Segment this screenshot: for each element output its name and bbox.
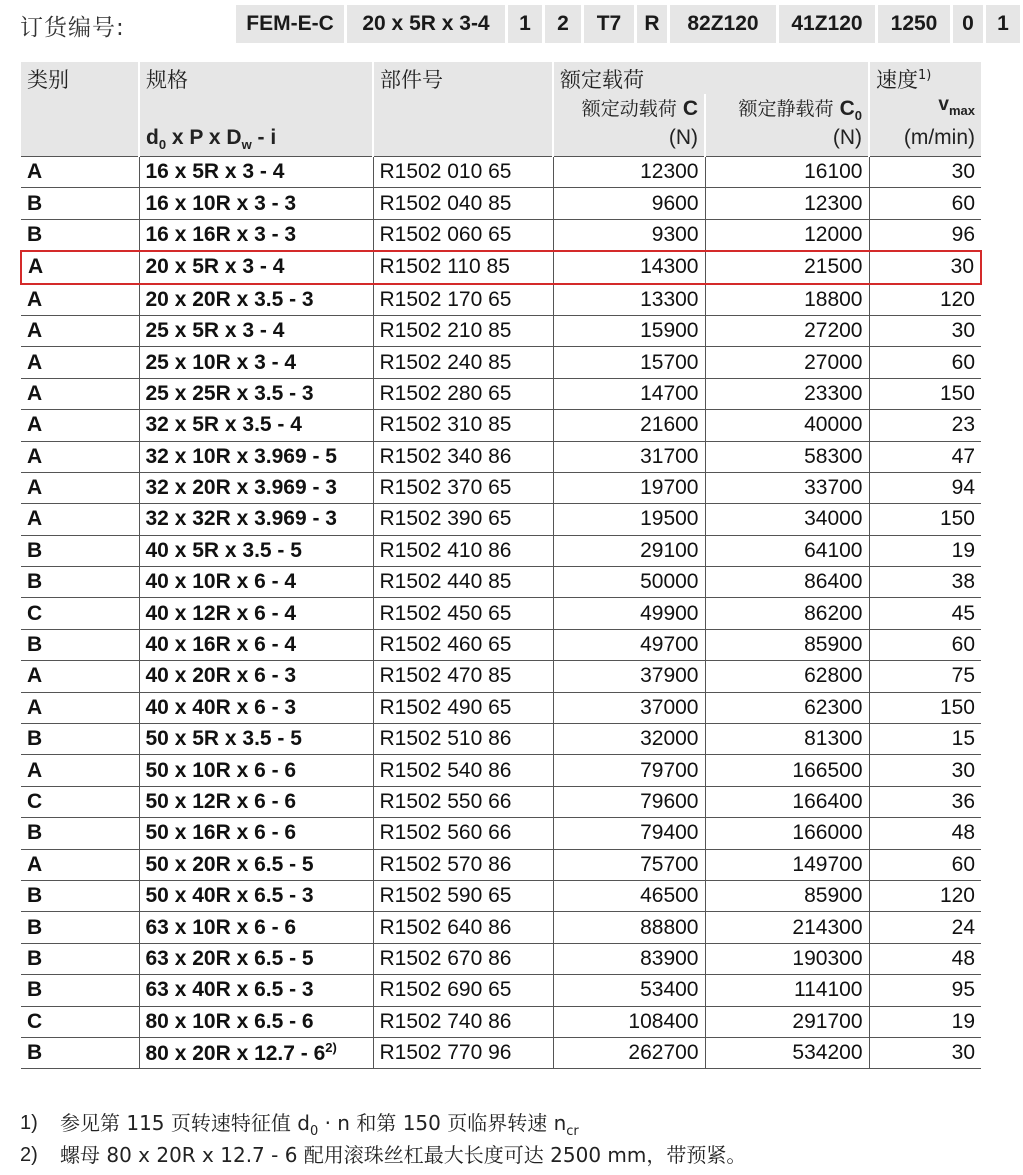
row-max-speed: 150 xyxy=(869,504,981,535)
formula-w-sub: w xyxy=(241,137,252,153)
row-part-number: R1502 210 85 xyxy=(373,315,553,346)
row-spec: 50 x 5R x 3.5 - 5 xyxy=(139,724,373,755)
row-dynamic-load: 108400 xyxy=(553,1006,705,1037)
row-category: A xyxy=(21,692,139,723)
table-row xyxy=(21,880,981,911)
table-header xyxy=(21,62,981,157)
row-part-number: R1502 740 86 xyxy=(373,1006,553,1037)
row-static-load: 21500 xyxy=(705,251,869,283)
table-row xyxy=(21,251,981,283)
order-number-row xyxy=(20,5,1009,43)
row-static-load: 27000 xyxy=(705,347,869,378)
order-code-cell: R xyxy=(637,5,667,43)
row-max-speed: 48 xyxy=(869,943,981,974)
row-dynamic-load: 14300 xyxy=(553,251,705,283)
footnote-text xyxy=(60,1140,746,1172)
footnote-part: · n 和第 150 页临界转速 n xyxy=(318,1111,567,1135)
row-static-load: 12300 xyxy=(705,188,869,219)
row-max-speed: 60 xyxy=(869,629,981,660)
row-category: B xyxy=(21,1037,139,1068)
row-spec: 32 x 10R x 3.969 - 5 xyxy=(139,441,373,472)
header-blank xyxy=(21,94,139,126)
table-row xyxy=(21,692,981,723)
row-part-number: R1502 670 86 xyxy=(373,943,553,974)
row-spec: 50 x 10R x 6 - 6 xyxy=(139,755,373,786)
row-max-speed: 30 xyxy=(869,755,981,786)
row-spec: 50 x 40R x 6.5 - 3 xyxy=(139,880,373,911)
row-static-load: 23300 xyxy=(705,378,869,409)
header-unit-speed: (m/min) xyxy=(869,126,981,157)
header-blank xyxy=(21,126,139,157)
header-spec: 规格 xyxy=(139,62,373,94)
row-part-number: R1502 490 65 xyxy=(373,692,553,723)
row-dynamic-load: 12300 xyxy=(553,157,705,188)
row-static-load: 62300 xyxy=(705,692,869,723)
row-dynamic-load: 29100 xyxy=(553,535,705,566)
row-spec: 80 x 10R x 6.5 - 6 xyxy=(139,1006,373,1037)
table-row xyxy=(21,724,981,755)
table-row xyxy=(21,1006,981,1037)
row-dynamic-load: 32000 xyxy=(553,724,705,755)
header-dynamic-load xyxy=(553,94,705,126)
row-spec: 40 x 10R x 6 - 4 xyxy=(139,567,373,598)
row-static-load: 27200 xyxy=(705,315,869,346)
table-row xyxy=(21,1037,981,1068)
table-row xyxy=(21,598,981,629)
row-static-load: 166000 xyxy=(705,818,869,849)
row-dynamic-load: 19700 xyxy=(553,472,705,503)
row-static-load: 85900 xyxy=(705,880,869,911)
row-dynamic-load: 88800 xyxy=(553,912,705,943)
row-category: A xyxy=(21,284,139,316)
formula-d: d xyxy=(146,126,159,149)
formula-mid: x P x D xyxy=(166,126,242,149)
row-spec: 40 x 5R x 3.5 - 5 xyxy=(139,535,373,566)
row-max-speed: 94 xyxy=(869,472,981,503)
row-part-number: R1502 240 85 xyxy=(373,347,553,378)
table-row xyxy=(21,157,981,188)
row-dynamic-load: 15900 xyxy=(553,315,705,346)
table-row xyxy=(21,504,981,535)
row-category: A xyxy=(21,755,139,786)
row-category: C xyxy=(21,786,139,817)
row-static-load: 534200 xyxy=(705,1037,869,1068)
row-part-number: R1502 470 85 xyxy=(373,661,553,692)
row-category: A xyxy=(21,157,139,188)
row-max-speed: 15 xyxy=(869,724,981,755)
row-dynamic-load: 49700 xyxy=(553,629,705,660)
row-spec: 63 x 10R x 6 - 6 xyxy=(139,912,373,943)
row-part-number: R1502 110 85 xyxy=(373,251,553,283)
row-max-speed: 120 xyxy=(869,880,981,911)
row-max-speed: 60 xyxy=(869,188,981,219)
row-dynamic-load: 19500 xyxy=(553,504,705,535)
order-code-cell: 1250 xyxy=(878,5,950,43)
order-code-cell: 1 xyxy=(508,5,542,43)
order-code-cells xyxy=(236,5,1023,43)
row-category: A xyxy=(21,347,139,378)
row-part-number: R1502 590 65 xyxy=(373,880,553,911)
row-static-load: 214300 xyxy=(705,912,869,943)
row-static-load: 81300 xyxy=(705,724,869,755)
order-code-cell: FEM-E-C xyxy=(236,5,344,43)
table-row xyxy=(21,943,981,974)
header-unit-dynamic: (N) xyxy=(553,126,705,157)
row-max-speed: 19 xyxy=(869,535,981,566)
row-category: A xyxy=(21,441,139,472)
row-category: B xyxy=(21,219,139,251)
row-static-load: 16100 xyxy=(705,157,869,188)
row-max-speed: 30 xyxy=(869,315,981,346)
row-spec: 63 x 40R x 6.5 - 3 xyxy=(139,975,373,1006)
row-dynamic-load: 37900 xyxy=(553,661,705,692)
row-spec: 16 x 16R x 3 - 3 xyxy=(139,219,373,251)
row-category: A xyxy=(21,378,139,409)
row-spec: 16 x 5R x 3 - 4 xyxy=(139,157,373,188)
header-static-load xyxy=(705,94,869,126)
formula-tail: - i xyxy=(251,126,277,149)
row-dynamic-load: 37000 xyxy=(553,692,705,723)
row-category: A xyxy=(21,472,139,503)
row-static-load: 149700 xyxy=(705,849,869,880)
row-category: C xyxy=(21,598,139,629)
row-part-number: R1502 340 86 xyxy=(373,441,553,472)
header-vmax xyxy=(869,94,981,126)
table-row xyxy=(21,912,981,943)
order-code-cell: 1 xyxy=(986,5,1020,43)
row-max-speed: 30 xyxy=(869,1037,981,1068)
order-code-cell: 0 xyxy=(953,5,983,43)
header-static-load-label: 额定静载荷 xyxy=(738,98,834,120)
row-spec: 20 x 5R x 3 - 4 xyxy=(139,251,373,283)
row-category: A xyxy=(21,315,139,346)
footnote-number: 1) xyxy=(20,1112,38,1134)
table-row xyxy=(21,347,981,378)
row-static-load: 85900 xyxy=(705,629,869,660)
table-row xyxy=(21,661,981,692)
row-category: B xyxy=(21,629,139,660)
table-row xyxy=(21,472,981,503)
header-spec-formula xyxy=(139,126,373,157)
row-dynamic-load: 49900 xyxy=(553,598,705,629)
row-dynamic-load: 53400 xyxy=(553,975,705,1006)
row-max-speed: 36 xyxy=(869,786,981,817)
row-spec: 50 x 20R x 6.5 - 5 xyxy=(139,849,373,880)
row-dynamic-load: 9300 xyxy=(553,219,705,251)
row-category: B xyxy=(21,188,139,219)
table-row xyxy=(21,188,981,219)
row-part-number: R1502 570 86 xyxy=(373,849,553,880)
header-unit-static: (N) xyxy=(705,126,869,157)
header-blank xyxy=(373,94,553,126)
row-dynamic-load: 31700 xyxy=(553,441,705,472)
row-part-number: R1502 410 86 xyxy=(373,535,553,566)
table-row xyxy=(21,629,981,660)
row-static-load: 33700 xyxy=(705,472,869,503)
row-spec: 20 x 20R x 3.5 - 3 xyxy=(139,284,373,316)
row-category: B xyxy=(21,818,139,849)
table-row xyxy=(21,786,981,817)
row-spec: 16 x 10R x 3 - 3 xyxy=(139,188,373,219)
header-static-symbol-letter: C xyxy=(839,97,855,120)
header-part-no: 部件号 xyxy=(373,62,553,94)
row-static-load: 166400 xyxy=(705,786,869,817)
footnote xyxy=(20,1140,746,1172)
row-dynamic-load: 21600 xyxy=(553,410,705,441)
row-max-speed: 47 xyxy=(869,441,981,472)
row-max-speed: 19 xyxy=(869,1006,981,1037)
header-dynamic-load-label: 额定动载荷 xyxy=(581,98,677,120)
footnote-part: cr xyxy=(566,1124,579,1139)
row-dynamic-load: 79700 xyxy=(553,755,705,786)
row-static-load: 114100 xyxy=(705,975,869,1006)
row-category: B xyxy=(21,567,139,598)
header-dynamic-symbol: C xyxy=(682,97,698,120)
row-static-load: 62800 xyxy=(705,661,869,692)
footnote xyxy=(20,1108,746,1140)
row-max-speed: 30 xyxy=(869,157,981,188)
row-max-speed: 48 xyxy=(869,818,981,849)
row-max-speed: 30 xyxy=(869,251,981,283)
row-dynamic-load: 14700 xyxy=(553,378,705,409)
row-spec-text: 80 x 20R x 12.7 - 6 xyxy=(145,1042,326,1066)
row-spec: 25 x 5R x 3 - 4 xyxy=(139,315,373,346)
row-part-number: R1502 280 65 xyxy=(373,378,553,409)
row-max-speed: 150 xyxy=(869,692,981,723)
row-category: B xyxy=(21,912,139,943)
row-category: A xyxy=(21,410,139,441)
order-code-cell: 20 x 5R x 3-4 xyxy=(347,5,505,43)
row-max-speed: 120 xyxy=(869,284,981,316)
table-row xyxy=(21,755,981,786)
footnote-number: 2) xyxy=(20,1144,38,1166)
table-row xyxy=(21,441,981,472)
row-part-number: R1502 440 85 xyxy=(373,567,553,598)
row-static-load: 40000 xyxy=(705,410,869,441)
row-dynamic-load: 46500 xyxy=(553,880,705,911)
row-spec: 50 x 12R x 6 - 6 xyxy=(139,786,373,817)
row-part-number: R1502 310 85 xyxy=(373,410,553,441)
row-max-speed: 150 xyxy=(869,378,981,409)
row-spec: 32 x 5R x 3.5 - 4 xyxy=(139,410,373,441)
row-part-number: R1502 060 65 xyxy=(373,219,553,251)
header-blank xyxy=(373,126,553,157)
row-part-number: R1502 370 65 xyxy=(373,472,553,503)
row-static-load: 58300 xyxy=(705,441,869,472)
footnote-part: 参见第 115 页转速特征值 d xyxy=(60,1111,310,1135)
order-number-label: 订货编号: xyxy=(20,15,125,41)
row-part-number: R1502 690 65 xyxy=(373,975,553,1006)
row-dynamic-load: 79600 xyxy=(553,786,705,817)
row-static-load: 86400 xyxy=(705,567,869,598)
row-dynamic-load: 9600 xyxy=(553,188,705,219)
row-category: A xyxy=(21,251,139,283)
header-rated-load: 额定载荷 xyxy=(553,62,869,94)
row-spec: 50 x 16R x 6 - 6 xyxy=(139,818,373,849)
table-row xyxy=(21,410,981,441)
row-part-number: R1502 390 65 xyxy=(373,504,553,535)
row-max-speed: 96 xyxy=(869,219,981,251)
row-dynamic-load: 50000 xyxy=(553,567,705,598)
header-static-symbol-sub: 0 xyxy=(854,108,862,124)
row-part-number: R1502 450 65 xyxy=(373,598,553,629)
row-spec: 40 x 40R x 6 - 3 xyxy=(139,692,373,723)
table-row xyxy=(21,378,981,409)
row-part-number: R1502 540 86 xyxy=(373,755,553,786)
row-category: B xyxy=(21,880,139,911)
row-part-number: R1502 550 66 xyxy=(373,786,553,817)
row-spec: 32 x 32R x 3.969 - 3 xyxy=(139,504,373,535)
table-row xyxy=(21,567,981,598)
row-spec: 32 x 20R x 3.969 - 3 xyxy=(139,472,373,503)
row-dynamic-load: 262700 xyxy=(553,1037,705,1068)
footnote-part: 0 xyxy=(309,1124,319,1139)
header-vmax-sub: max xyxy=(948,102,975,118)
row-static-load: 64100 xyxy=(705,535,869,566)
row-static-load: 166500 xyxy=(705,755,869,786)
row-spec: 25 x 10R x 3 - 4 xyxy=(139,347,373,378)
row-spec xyxy=(139,1037,373,1068)
row-category: B xyxy=(21,535,139,566)
row-max-speed: 23 xyxy=(869,410,981,441)
row-part-number: R1502 510 86 xyxy=(373,724,553,755)
header-speed-footnote-ref: 1) xyxy=(918,68,932,83)
row-category: A xyxy=(21,504,139,535)
row-dynamic-load: 75700 xyxy=(553,849,705,880)
row-max-speed: 60 xyxy=(869,849,981,880)
row-dynamic-load: 13300 xyxy=(553,284,705,316)
spec-table xyxy=(20,62,982,1069)
row-part-number: R1502 170 65 xyxy=(373,284,553,316)
row-category: A xyxy=(21,849,139,880)
table-row xyxy=(21,284,981,316)
row-spec: 25 x 25R x 3.5 - 3 xyxy=(139,378,373,409)
row-spec-footnote-ref: 2) xyxy=(325,1040,337,1056)
table-row xyxy=(21,849,981,880)
row-spec: 63 x 20R x 6.5 - 5 xyxy=(139,943,373,974)
header-static-symbol xyxy=(839,97,862,124)
row-dynamic-load: 83900 xyxy=(553,943,705,974)
row-category: B xyxy=(21,724,139,755)
order-code-cell: 82Z120 xyxy=(670,5,776,43)
table-row xyxy=(21,818,981,849)
table-body xyxy=(21,157,981,1069)
row-max-speed: 75 xyxy=(869,661,981,692)
header-category: 类别 xyxy=(21,62,139,94)
row-max-speed: 45 xyxy=(869,598,981,629)
row-max-speed: 95 xyxy=(869,975,981,1006)
order-code-cell: 41Z120 xyxy=(779,5,875,43)
row-category: C xyxy=(21,1006,139,1037)
footnotes xyxy=(20,1108,746,1172)
table-row xyxy=(21,535,981,566)
table-row xyxy=(21,975,981,1006)
row-part-number: R1502 560 66 xyxy=(373,818,553,849)
row-category: B xyxy=(21,943,139,974)
row-static-load: 86200 xyxy=(705,598,869,629)
row-spec: 40 x 12R x 6 - 4 xyxy=(139,598,373,629)
row-part-number: R1502 040 85 xyxy=(373,188,553,219)
table-row xyxy=(21,219,981,251)
order-code-cell: T7 xyxy=(584,5,634,43)
row-spec: 40 x 20R x 6 - 3 xyxy=(139,661,373,692)
header-vmax-letter: v xyxy=(938,94,949,115)
table-row xyxy=(21,315,981,346)
header-blank xyxy=(139,94,373,126)
row-static-load: 12000 xyxy=(705,219,869,251)
order-code-cell: 2 xyxy=(545,5,581,43)
row-max-speed: 24 xyxy=(869,912,981,943)
row-max-speed: 60 xyxy=(869,347,981,378)
header-speed xyxy=(869,62,981,94)
row-max-speed: 38 xyxy=(869,567,981,598)
row-dynamic-load: 79400 xyxy=(553,818,705,849)
formula-d-sub: 0 xyxy=(158,137,167,153)
row-category: A xyxy=(21,661,139,692)
row-static-load: 190300 xyxy=(705,943,869,974)
row-part-number: R1502 640 86 xyxy=(373,912,553,943)
row-static-load: 291700 xyxy=(705,1006,869,1037)
row-dynamic-load: 15700 xyxy=(553,347,705,378)
row-static-load: 34000 xyxy=(705,504,869,535)
row-spec: 40 x 16R x 6 - 4 xyxy=(139,629,373,660)
footnote-part: 螺母 80 x 20R x 12.7 - 6 配用滚珠丝杠最大长度可达 2500 mm，带预紧。 xyxy=(60,1143,747,1167)
row-category: B xyxy=(21,975,139,1006)
footnote-text xyxy=(60,1108,579,1140)
row-part-number: R1502 770 96 xyxy=(373,1037,553,1068)
header-speed-label: 速度 xyxy=(876,68,918,92)
row-part-number: R1502 010 65 xyxy=(373,157,553,188)
row-static-load: 18800 xyxy=(705,284,869,316)
row-part-number: R1502 460 65 xyxy=(373,629,553,660)
